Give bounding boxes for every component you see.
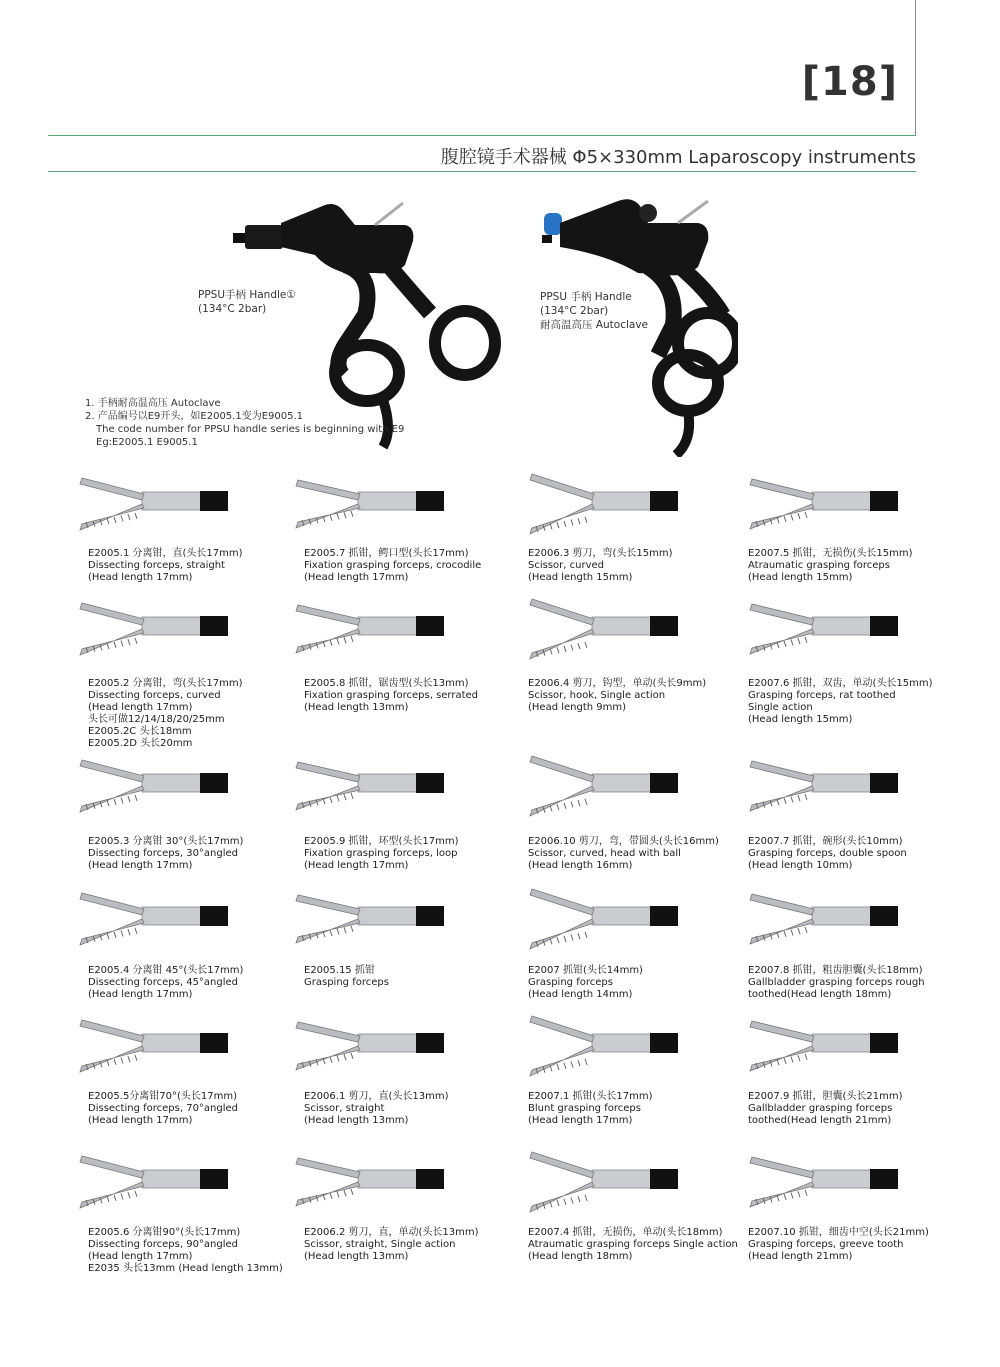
instrument-caption-line: toothed(Head length 18mm) — [748, 989, 892, 1000]
instrument-caption-line: E2007.7 抓钳，碗形(头长10mm) — [748, 836, 903, 847]
handle-label-2 — [540, 290, 648, 332]
instrument-caption-line: E2005.15 抓钳 — [304, 965, 375, 976]
instrument-caption-line: E2005.4 分离钳 45°(头长17mm) — [88, 965, 244, 976]
instrument-caption — [748, 836, 907, 872]
instrument-caption — [748, 678, 933, 726]
instrument-caption-line: E2005.5分离钳70°(头长17mm) — [88, 1091, 238, 1102]
instrument-caption-line: toothed(Head length 21mm) — [748, 1115, 892, 1126]
handle-2-line: PPSU 手柄 Handle — [540, 291, 632, 303]
instrument-caption-line: E2007.1 抓钳(头长17mm) — [528, 1091, 653, 1102]
instrument-image — [288, 1148, 448, 1222]
instrument-caption — [88, 1091, 238, 1127]
instrument-caption-line: E2006.1 剪刀，直(头长13mm) — [304, 1091, 449, 1102]
instrument-caption — [88, 836, 243, 872]
frame-vertical-line — [915, 0, 916, 136]
instrument-caption-line: Gallbladder grasping forceps rough — [748, 977, 925, 988]
instrument-caption-line: (Head length 17mm) — [88, 1115, 193, 1126]
instrument-caption-line: E2005.3 分离钳 30°(头长17mm) — [88, 836, 244, 847]
header-rule-top — [48, 135, 916, 136]
instrument-caption-line: Scissor, straight — [304, 1103, 385, 1114]
instrument-caption — [88, 965, 243, 1001]
handle-2-line: (134°C 2bar) — [540, 305, 609, 317]
instrument-caption-line: E2005.6 分离钳90°(头长17mm) — [88, 1227, 241, 1238]
instrument-caption-line: Scissor, hook, Single action — [528, 690, 666, 701]
instrument-caption-line: Dissecting forceps, straight — [88, 560, 225, 571]
instrument-caption — [528, 836, 719, 872]
instrument-caption — [748, 965, 925, 1001]
instrument-caption-line: (Head length 17mm) — [88, 702, 193, 713]
instrument-caption-line: Scissor, straight, Single action — [304, 1239, 456, 1250]
page-number: [18] — [801, 59, 898, 105]
instrument-image — [72, 1148, 232, 1222]
instrument-caption — [748, 1091, 903, 1127]
instrument-image — [522, 1012, 682, 1086]
instrument-caption — [304, 836, 459, 872]
instrument-caption-line: 头长可做12/14/18/20/25mm — [88, 714, 225, 725]
instrument-image — [742, 1012, 902, 1086]
instrument-caption-line: Gallbladder grasping forceps — [748, 1103, 893, 1114]
instrument-image — [522, 470, 682, 544]
instrument-caption — [304, 548, 481, 584]
instrument-image — [72, 470, 232, 544]
instrument-caption-line: E2006.3 剪刀，弯(头长15mm) — [528, 548, 673, 559]
instrument-caption-line: Scissor, curved, head with ball — [528, 848, 681, 859]
instrument-image — [72, 885, 232, 959]
handle-label-1 — [198, 288, 296, 316]
instrument-caption — [304, 678, 478, 714]
instrument-image — [522, 885, 682, 959]
instrument-image — [288, 1012, 448, 1086]
instrument-image — [288, 752, 448, 826]
instrument-image — [72, 1012, 232, 1086]
instrument-caption — [748, 1227, 929, 1263]
instrument-caption-line: E2005.2C 头长18mm — [88, 726, 192, 737]
instrument-caption-line: Dissecting forceps, 90°angled — [88, 1239, 239, 1250]
handle-2-line: 耐高温高压 Autoclave — [540, 319, 649, 331]
instrument-caption — [304, 965, 389, 989]
instrument-caption-line: Fixation grasping forceps, crocodile — [304, 560, 482, 571]
instrument-caption-line: E2007 抓钳(头长14mm) — [528, 965, 643, 976]
instrument-caption — [304, 1227, 479, 1263]
instrument-caption — [748, 548, 913, 584]
instrument-caption-line: Atraumatic grasping forceps — [748, 560, 890, 571]
instrument-caption-line: E2006.10 剪刀，弯，带圆头(头长16mm) — [528, 836, 719, 847]
instrument-caption-line: E2007.4 抓钳，无损伤，单动(头长18mm) — [528, 1227, 723, 1238]
instrument-caption-line: (Head length 15mm) — [528, 572, 633, 583]
instrument-caption — [528, 1091, 653, 1127]
instrument-caption-line: E2006.4 剪刀，钩型，单动(头长9mm) — [528, 678, 707, 689]
instrument-image — [742, 1148, 902, 1222]
instrument-caption-line: Scissor, curved — [528, 560, 604, 571]
note-line: 1. 手柄耐高温高压 Autoclave — [85, 398, 221, 409]
instrument-caption-line: (Head length 17mm) — [88, 572, 193, 583]
instrument-caption-line: (Head length 17mm) — [88, 1251, 193, 1262]
instrument-caption-line: E2005.9 抓钳，环型(头长17mm) — [304, 836, 459, 847]
instrument-caption — [88, 548, 243, 584]
instrument-caption-line: (Head length 17mm) — [88, 860, 193, 871]
instrument-caption-line: Dissecting forceps, 30°angled — [88, 848, 239, 859]
handle-1-line: (134°C 2bar) — [198, 303, 267, 315]
instrument-caption — [528, 678, 706, 714]
instrument-caption-line: Atraumatic grasping forceps Single action — [528, 1239, 738, 1250]
instrument-caption-line: (Head length 15mm) — [748, 714, 853, 725]
instrument-image — [288, 885, 448, 959]
instrument-caption-line: Fixation grasping forceps, serrated — [304, 690, 479, 701]
instrument-caption-line: Single action — [748, 702, 813, 713]
instrument-caption-line: Grasping forceps — [304, 977, 389, 988]
instrument-caption-line: (Head length 17mm) — [88, 989, 193, 1000]
instrument-caption-line: (Head length 17mm) — [304, 860, 409, 871]
instrument-caption-line: E2007.10 抓钳，细齿中空(头长21mm) — [748, 1227, 929, 1238]
instrument-caption-line: Blunt grasping forceps — [528, 1103, 641, 1114]
instrument-caption-line: E2005.7 抓钳，鳄口型(头长17mm) — [304, 548, 469, 559]
instrument-caption-line: (Head length 17mm) — [304, 572, 409, 583]
instrument-caption-line: Dissecting forceps, 70°angled — [88, 1103, 239, 1114]
instrument-image — [522, 1148, 682, 1222]
instrument-caption-line: (Head length 15mm) — [748, 572, 853, 583]
instrument-image — [742, 752, 902, 826]
instrument-caption-line: (Head length 17mm) — [528, 1115, 633, 1126]
instrument-caption-line: Dissecting forceps, curved — [88, 690, 221, 701]
instrument-caption-line: (Head length 16mm) — [528, 860, 633, 871]
instrument-caption-line: (Head length 18mm) — [528, 1251, 633, 1262]
note-line: 2. 产品编号以E9开头，如E2005.1变为E9005.1 — [85, 411, 304, 422]
instrument-caption — [88, 678, 243, 750]
instrument-caption-line: E2005.8 抓钳，锯齿型(头长13mm) — [304, 678, 469, 689]
instrument-image — [72, 595, 232, 669]
instrument-caption-line: E2035 头长13mm (Head length 13mm) — [88, 1263, 283, 1274]
instrument-caption-line: E2007.8 抓钳，粗齿胆囊(头长18mm) — [748, 965, 923, 976]
instrument-image — [742, 595, 902, 669]
instrument-caption — [528, 965, 643, 1001]
instrument-caption-line: E2007.9 抓钳，胆囊(头长21mm) — [748, 1091, 903, 1102]
instrument-caption — [528, 548, 673, 584]
instrument-caption — [304, 1091, 449, 1127]
instrument-image — [522, 752, 682, 826]
instrument-caption-line: (Head length 13mm) — [304, 1251, 409, 1262]
instrument-caption-line: (Head length 21mm) — [748, 1251, 853, 1262]
instrument-caption-line: E2005.2D 头长20mm — [88, 738, 193, 749]
handle-notes — [85, 397, 404, 449]
instrument-caption-line: Dissecting forceps, 45°angled — [88, 977, 239, 988]
instrument-caption-line: E2007.6 抓钳，双齿，单动(头长15mm) — [748, 678, 933, 689]
instrument-caption — [88, 1227, 283, 1275]
instrument-caption-line: (Head length 13mm) — [304, 1115, 409, 1126]
instrument-image — [288, 595, 448, 669]
instrument-caption-line: Grasping forceps, rat toothed — [748, 690, 896, 701]
instrument-image — [288, 470, 448, 544]
instrument-caption — [528, 1227, 738, 1263]
header-rule-bottom — [48, 171, 916, 172]
instrument-image — [742, 470, 902, 544]
note-line: Eg:E2005.1 E9005.1 — [96, 437, 198, 448]
instrument-image — [742, 885, 902, 959]
instrument-image — [522, 595, 682, 669]
instrument-caption-line: (Head length 14mm) — [528, 989, 633, 1000]
instrument-caption-line: Fixation grasping forceps, loop — [304, 848, 458, 859]
instrument-caption-line: E2007.5 抓钳，无损伤(头长15mm) — [748, 548, 913, 559]
instrument-caption-line: E2005.2 分离钳，弯(头长17mm) — [88, 678, 243, 689]
instrument-caption-line: E2005.1 分离钳，直(头长17mm) — [88, 548, 243, 559]
handle-1-line: PPSU手柄 Handle① — [198, 289, 296, 301]
instrument-caption-line: E2006.2 剪刀，直，单动(头长13mm) — [304, 1227, 479, 1238]
instrument-image — [72, 752, 232, 826]
instrument-caption-line: (Head length 13mm) — [304, 702, 409, 713]
instrument-caption-line: Grasping forceps — [528, 977, 613, 988]
note-line: The code number for PPSU handle series is beginning with E9 — [96, 424, 405, 435]
instrument-caption-line: (Head length 9mm) — [528, 702, 627, 713]
instrument-caption-line: (Head length 10mm) — [748, 860, 853, 871]
page-title: 腹腔镜手术器械 Φ5×330mm Laparoscopy instruments — [440, 147, 916, 168]
instrument-caption-line: Grasping forceps, double spoon — [748, 848, 907, 859]
instrument-caption-line: Grasping forceps, greeve tooth — [748, 1239, 904, 1250]
